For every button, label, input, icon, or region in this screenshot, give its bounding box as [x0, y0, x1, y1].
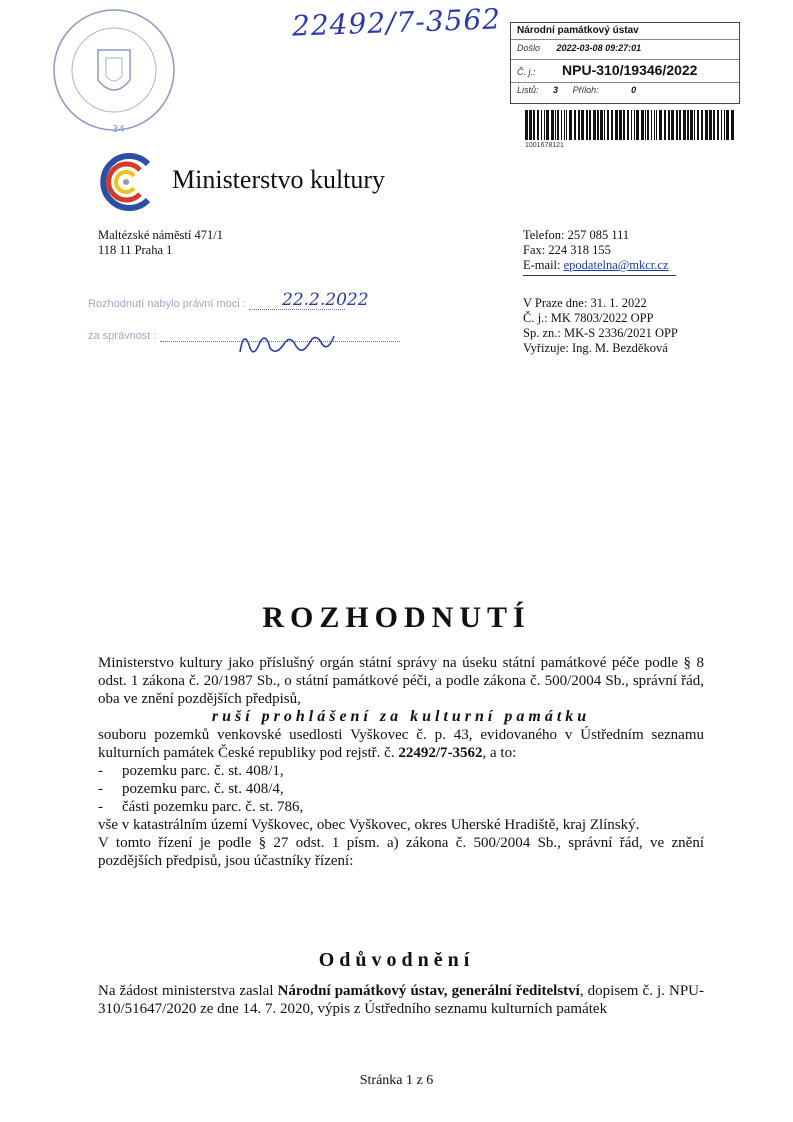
correctness-label: za správnost :	[88, 330, 157, 342]
barcode-bar	[597, 110, 599, 140]
barcode-bar	[525, 110, 528, 140]
document-meta	[523, 296, 678, 356]
barcode-bar	[634, 110, 635, 140]
barcode-bar	[627, 110, 629, 140]
barcode-bar	[555, 110, 556, 140]
barcode-bar	[589, 110, 591, 140]
list-item: - pozemku parc. č. st. 408/4,	[98, 781, 284, 797]
barcode-bar	[533, 110, 535, 140]
barcode-bar	[631, 110, 632, 140]
decision-body	[98, 654, 704, 870]
barcode-bar	[671, 110, 674, 140]
list-item: - části pozemku parc. č. st. 786,	[98, 799, 304, 815]
barcode-bar	[551, 110, 554, 140]
fax: Fax: 224 318 155	[523, 243, 611, 257]
barcode-bar	[726, 110, 729, 140]
barcode-bar	[647, 110, 649, 140]
barcode-bar	[578, 110, 580, 140]
barcode-bar	[569, 110, 572, 140]
receipt-ref-value: NPU-310/19346/2022	[562, 62, 698, 78]
verdict: ruší prohlášení za kulturní památku	[211, 708, 591, 725]
barcode-bar	[615, 110, 618, 140]
receipt-stamp	[510, 22, 740, 104]
barcode-bar	[676, 110, 678, 140]
barcode-bar	[651, 110, 652, 140]
barcode-bar	[713, 110, 715, 140]
barcode-bar	[586, 110, 588, 140]
page-number: Stránka 1 z 6	[359, 1073, 434, 1088]
barcode-bar	[697, 110, 699, 140]
register-number: 22492/7-3562	[398, 745, 483, 761]
attachments-value: 0	[631, 85, 637, 95]
barcode-bar	[541, 110, 542, 140]
receipt-institution: Národní památkový ústav	[517, 25, 639, 36]
institution-name: Národní památkový ústav, generální ředitelství	[277, 983, 580, 999]
barcode-bar	[561, 110, 562, 140]
barcode-bar	[679, 110, 681, 140]
barcode	[525, 110, 737, 140]
handwritten-signature	[236, 322, 346, 362]
barcode-bar	[557, 110, 559, 140]
ministry-address	[98, 228, 223, 258]
barcode-bar	[593, 110, 596, 140]
barcode-bar	[529, 110, 532, 140]
barcode-bar	[717, 110, 719, 140]
barcode-bar	[690, 110, 693, 140]
reference-number: Č. j.: MK 7803/2022 OPP	[523, 311, 654, 325]
barcode-bar	[564, 110, 565, 140]
barcode-bar	[537, 110, 539, 140]
barcode-bar	[701, 110, 703, 140]
participants-paragraph: V tomto řízení je podle § 27 odst. 1 písm. a) zákona č. 500/2004 Sb., správní řád, ve znění pozdějších předpisů, jsou účastníky řízení:	[98, 835, 704, 869]
barcode-bar	[604, 110, 605, 140]
handwritten-legal-force-date: 22.2.2022	[282, 290, 369, 310]
barcode-bar	[645, 110, 646, 140]
sheets-value: 3	[553, 85, 559, 95]
document-date: V Praze dne: 31. 1. 2022	[523, 296, 647, 310]
contact-divider	[523, 275, 676, 276]
barcode-number: 1001678121	[525, 142, 564, 149]
barcode-bar	[659, 110, 662, 140]
subject-paragraph: souboru pozemků venkovské usedlosti Vyškovec č. p. 43, evidovaného v Ústředním seznamu kulturních památek České republiky pod rejstř. č. 22492/7-3562, a to:	[98, 727, 704, 761]
barcode-bar	[623, 110, 625, 140]
barcode-bar	[683, 110, 686, 140]
barcode-bar	[600, 110, 603, 140]
contact-block	[523, 228, 669, 273]
barcode-bar	[709, 110, 712, 140]
reasoning-title: Odůvodnění	[318, 949, 475, 971]
sheets-label: Listů:	[517, 85, 539, 95]
address-line-1: Maltézské náměstí 471/1	[98, 228, 223, 242]
list-item: - pozemku parc. č. st. 408/1,	[98, 763, 284, 779]
reasoning-paragraph: Na žádost ministerstva zaslal Národní památkový ústav, generální ředitelství, dopisem č. j. NPU-310/51647/2020 ze dne 14. 7. 2020, výpis z Ústředního seznamu kulturních památek	[98, 983, 705, 1017]
barcode-bar	[694, 110, 695, 140]
received-value: 2022-03-08 09:27:01	[556, 43, 642, 53]
legal-force-label: Rozhodnutí nabylo právní moci :	[88, 298, 246, 310]
barcode-bar	[705, 110, 708, 140]
decision-title: ROZHODNUTÍ	[262, 601, 531, 634]
file-number: Sp. zn.: MK-S 2336/2021 OPP	[523, 326, 678, 340]
barcode-bar	[641, 110, 644, 140]
barcode-bar	[611, 110, 613, 140]
ministry-round-stamp	[46, 2, 182, 142]
barcode-bar	[656, 110, 657, 140]
barcode-bar	[687, 110, 689, 140]
email-label: E-mail:	[523, 258, 564, 272]
barcode-bar	[664, 110, 666, 140]
barcode-bar	[546, 110, 549, 140]
ministry-logo-icon	[96, 150, 160, 214]
location-paragraph: vše v katastrálním území Vyškovec, obec Vyškovec, okres Uherské Hradiště, kraj Zlínský.	[98, 817, 640, 833]
barcode-bar	[607, 110, 609, 140]
barcode-bar	[619, 110, 622, 140]
barcode-bar	[721, 110, 722, 140]
barcode-bar	[574, 110, 576, 140]
barcode-bar	[544, 110, 545, 140]
barcode-bar	[724, 110, 725, 140]
handled-by: Vyřizuje: Ing. M. Bezděková	[523, 341, 668, 355]
barcode-bar	[636, 110, 639, 140]
barcode-bar	[654, 110, 655, 140]
receipt-ref-label: Č. j.:	[517, 67, 536, 77]
svg-text:34: 34	[112, 124, 125, 135]
email-link[interactable]: epodatelna@mkcr.cz	[563, 258, 669, 272]
handwritten-reference-number: 22492/7-3562	[291, 2, 502, 43]
received-label: Došlo	[517, 43, 541, 53]
ministry-name: Ministerstvo kultury	[172, 165, 386, 194]
barcode-bar	[581, 110, 584, 140]
intro-paragraph: Ministerstvo kultury jako příslušný orgán státní správy na úseku státní památkové péče podle § 8 odst. 1 zákona č. 20/1987 Sb., o státní památkové péči, a podle zákona č. 500/2004 Sb., správní řád, oba ve znění pozdějších předpisů,	[98, 655, 704, 707]
barcode-bar	[668, 110, 670, 140]
attachments-label: Příloh:	[572, 85, 599, 95]
phone: Telefon: 257 085 111	[523, 228, 630, 242]
barcode-bar	[731, 110, 734, 140]
barcode-bar	[566, 110, 567, 140]
address-line-2: 118 11 Praha 1	[98, 243, 173, 257]
